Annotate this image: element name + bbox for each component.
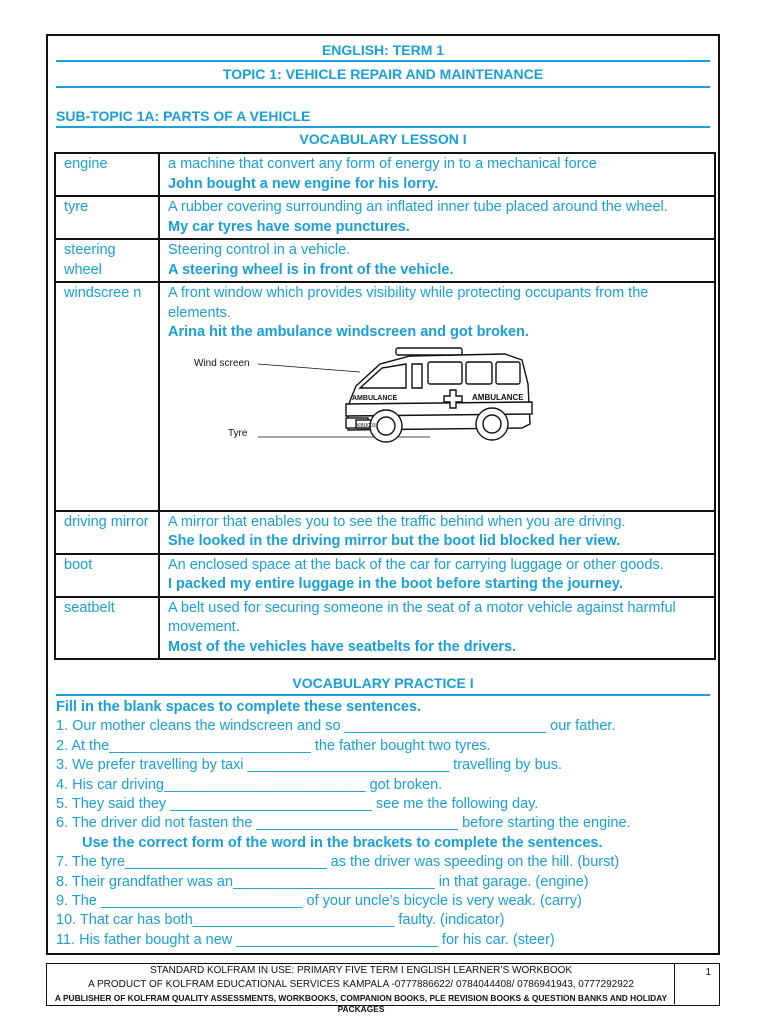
vocab-definition: a machine that convert any form of energy in to a mechanical force (168, 156, 597, 172)
vocab-term: driving mirror (55, 511, 159, 554)
vocab-example: Arina hit the ambulance windscreen and got broken. (168, 324, 529, 340)
vocab-example: I packed my entire luggage in the boot before starting the journey. (168, 576, 623, 592)
practice-exercise (56, 698, 716, 950)
vocabulary-table (54, 152, 716, 660)
vocab-entry (159, 511, 715, 554)
vocab-term: engine (55, 153, 159, 196)
vocab-entry (159, 239, 715, 282)
practice-instruction: Fill in the blank spaces to complete these sentences. (56, 699, 422, 715)
ambulance-illustration-cell (159, 344, 715, 511)
vocab-row (55, 153, 715, 196)
ambulance-illustration (160, 344, 720, 506)
practice-item: 4. His car driving_________________________ got broken. (56, 776, 443, 793)
van-text: AMBULANCE (472, 392, 524, 402)
divider (56, 60, 710, 62)
divider (56, 694, 710, 696)
footer-line: A PUBLISHER OF KOLFRAM QUALITY ASSESSMENTS, WORKBOOKS, COMPANION BOOKS, PLE REVISION BOOKS & QUESTION BANKS AND HOLIDAY PACKAGES (54, 993, 668, 1014)
vocab-definition: A belt used for securing someone in the seat of a motor vehicle against harmful movement. (168, 599, 676, 635)
tyre-label: Tyre (228, 427, 248, 439)
footer-line: A PRODUCT OF KOLFRAM EDUCATIONAL SERVICES KAMPALA -0777886622/ 0784044408/ 0786941943, 0777292922 (88, 979, 634, 990)
vocab-row (55, 554, 715, 597)
practice-instruction: Use the correct form of the word in the brackets to complete the sentences. (82, 834, 603, 851)
page-title: ENGLISH: TERM 1 (321, 42, 445, 58)
vocab-definition: A front window which provides visibility while protecting occupants from the elements. (168, 285, 649, 321)
vocab-definition: A mirror that enables you to see the traffic behind when you are driving. (168, 513, 626, 530)
vocab-term: windscree n (55, 282, 159, 511)
vocab-definition: An enclosed space at the back of the car for carrying luggage or other goods. (168, 556, 664, 573)
practice-item: 7. The tyre_________________________ as the driver was speeding on the hill. (burst) (56, 854, 620, 871)
vocab-example: She looked in the driving mirror but the boot lid blocked her view. (168, 533, 621, 549)
practice-item: 10. That car has both_________________________ faulty. (indicator) (56, 912, 505, 929)
divider (56, 126, 710, 128)
vocab-row (55, 597, 715, 660)
vocab-entry (159, 597, 715, 660)
van-plate: KBU003 (357, 422, 376, 429)
page-number-box (674, 964, 719, 1004)
practice-item: 5. They said they _________________________ see me the following day. (56, 796, 539, 813)
windscreen-pointer (258, 364, 360, 372)
windscreen-label: Wind screen (194, 357, 250, 369)
practice-item: 3. We prefer travelling by taxi _________________________ travelling by bus. (56, 757, 562, 774)
practice-item: 1. Our mother cleans the windscreen and so _________________________ our father. (56, 718, 616, 735)
practice-item: 8. Their grandfather was an_________________________ in that garage. (engine) (56, 873, 589, 890)
divider (56, 86, 710, 88)
page-number: 1 (705, 967, 711, 978)
vocab-term: seatbelt (55, 597, 159, 660)
topic-heading: TOPIC 1: VEHICLE REPAIR AND MAINTENANCE (222, 66, 544, 82)
vocab-definition: A rubber covering surrounding an inflated inner tube placed around the wheel. (168, 199, 668, 215)
vocab-row (55, 282, 715, 344)
vocab-definition: Steering control in a vehicle. (168, 242, 351, 258)
practice-item: 6. The driver did not fasten the _________________________ before starting the engine. (56, 815, 631, 832)
vocab-entry (159, 196, 715, 239)
van-text: AMBULANCE (352, 394, 398, 402)
practice-item: 2. At the_________________________ the father bought two tyres. (56, 737, 491, 754)
lesson-heading: VOCABULARY LESSON I (299, 131, 467, 147)
vocab-entry (159, 153, 715, 196)
vocab-term: tyre (55, 196, 159, 239)
practice-item: 11. His father bought a new _________________________ for his car. (steer) (56, 931, 555, 948)
vocab-term: boot (55, 554, 159, 597)
vocab-example: Most of the vehicles have seatbelts for the drivers. (168, 638, 517, 655)
vocab-entry (159, 554, 715, 597)
vocab-example: John bought a new engine for his lorry. (168, 175, 439, 192)
vocab-term: steering wheel (55, 239, 159, 282)
page-footer (46, 963, 720, 1014)
vocab-row (55, 196, 715, 239)
vocab-example: My car tyres have some punctures. (168, 218, 410, 235)
vocab-row (55, 239, 715, 282)
vocab-example: A steering wheel is in front of the vehicle. (168, 261, 454, 278)
practice-item: 9. The _________________________ of your uncle’s bicycle is very weak. (carry) (56, 893, 582, 910)
vocab-row (55, 511, 715, 554)
footer-line: STANDARD KOLFRAM IN USE: PRIMARY FIVE TERM I ENGLISH LEARNER’S WORKBOOK (149, 965, 573, 976)
subtopic-heading: SUB-TOPIC 1A: PARTS OF A VEHICLE (56, 108, 311, 124)
practice-heading: VOCABULARY PRACTICE I (292, 675, 474, 691)
worksheet-frame (46, 34, 720, 955)
vocab-entry (159, 282, 715, 344)
